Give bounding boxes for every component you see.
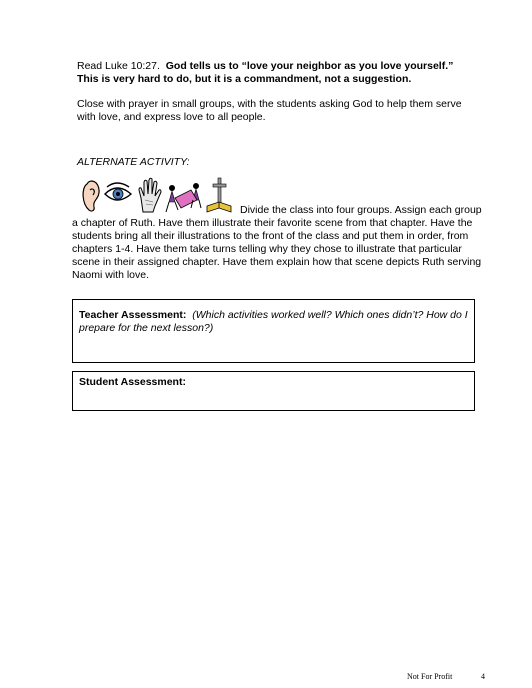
teacher-assessment-prompt: (Which activities worked well? Which ones didn’t? How do I prepare for the next lesson?) [79,309,468,334]
closing-paragraph: Close with prayer in small groups, with the students asking God to help them serve with love, and express love to all people. [77,98,462,123]
eye-icon [105,183,131,200]
reading-commandment: God tells us to “love your neighbor as you love yourself.” This is very hard to do, but it is a commandment, not a suggestion. [77,60,454,85]
page-number: 4 [481,672,485,681]
reading-intro: Read Luke 10:27. [77,60,160,72]
teacher-assessment-label: Teacher Assessment: [79,309,187,321]
reading-paragraph [77,60,477,86]
student-assessment-label: Student Assessment: [79,376,186,388]
student-assessment-box[interactable] [72,371,475,411]
activity-first-line: Divide the class into four groups. Assign each group [240,204,482,216]
teacher-assessment-box[interactable] [72,299,475,363]
footer-label: Not For Profit [407,672,453,681]
activity-paragraph [72,204,490,282]
alternate-activity-heading: ALTERNATE ACTIVITY: [77,156,190,168]
activity-body: a chapter of Ruth. Have them illustrate their favorite scene from that chapter. Have the students bring all their illustrations to the front of the class and put them in order, from chapters 1-4. Have them take turns telling why they chose to illustrate that particular scene in their assigned chapter. Have them explain how that scene depicts Ruth serving Naomi with love. [72,217,482,281]
